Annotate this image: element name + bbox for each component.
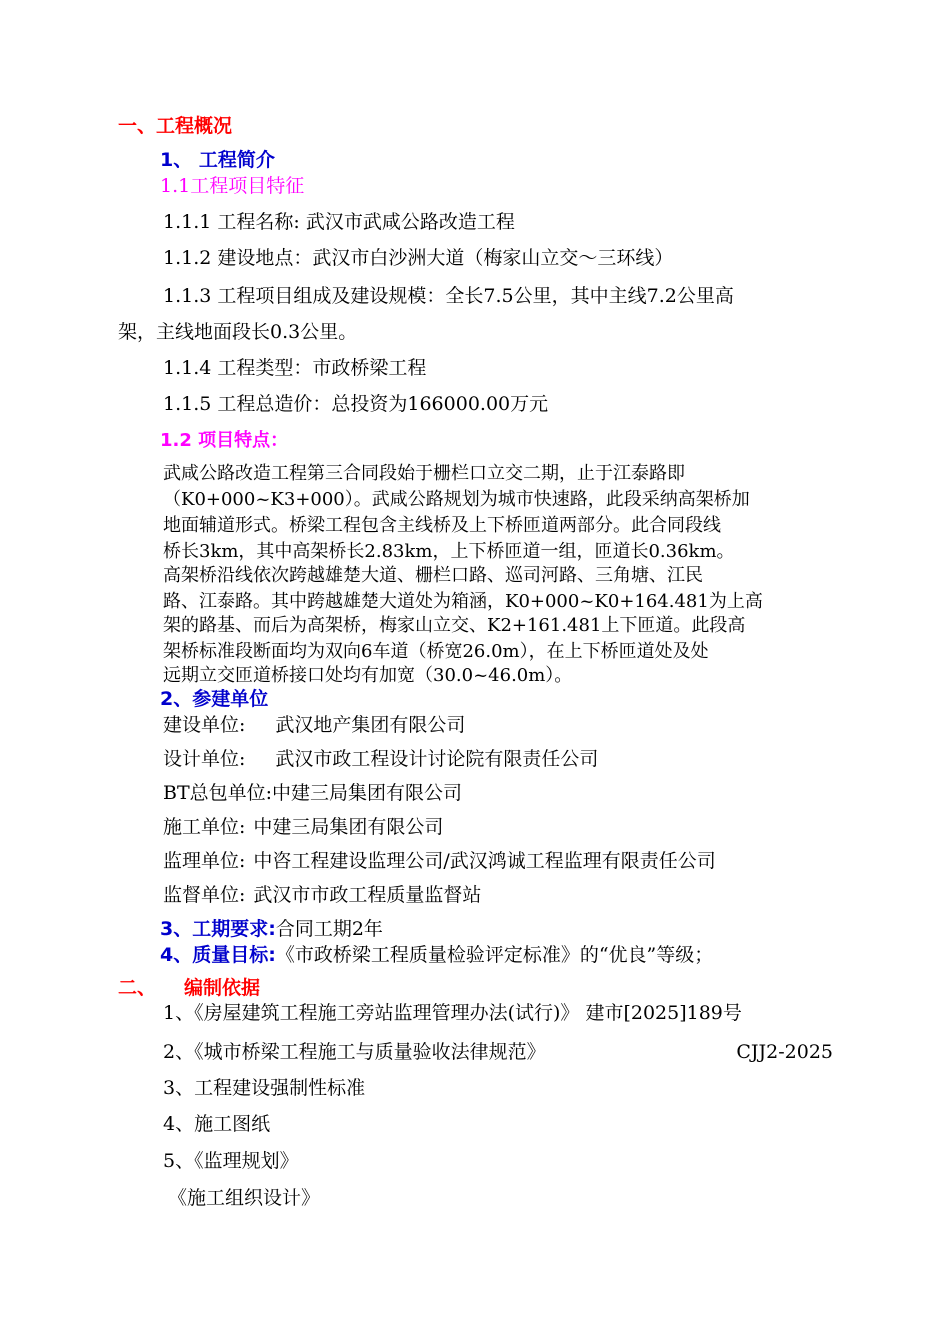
- unit-label: 设计单位:: [163, 748, 246, 770]
- item-1-1-5: 1.1.5 工程总造价：总投资为166000.00万元: [163, 393, 549, 415]
- basis-item-code: CJJ2-2025: [736, 1041, 833, 1063]
- quality-value: 《市政桥梁工程质量检验评定标准》的“优良”等级；: [275, 944, 714, 966]
- unit-row-supervisor: [163, 848, 716, 874]
- feature-line-5: 高架桥沿线依次跨越雄楚大道、栅栏口路、巡司河路、三角塘、江民: [163, 565, 703, 586]
- feature-line-6: 路、江泰路。其中跨越雄楚大道处为箱涵，K0+000~K0+164.481为上高: [163, 591, 763, 612]
- unit-value: 中建三局集团有限公司: [253, 816, 444, 838]
- section-2-title: 编制依据: [184, 977, 261, 999]
- basis-item-3: 3、工程建设强制性标准: [163, 1077, 366, 1099]
- unit-row-owner: [163, 712, 465, 738]
- unit-label: 建设单位:: [163, 714, 246, 736]
- section-1-title: 一、工程概况: [118, 115, 233, 137]
- feature-line-2: （K0+000~K3+000）。武咸公路规划为城市快速路，此段采纳高架桥加: [163, 489, 750, 510]
- quality-title: 4、质量目标:: [160, 944, 276, 966]
- item-1-1-3: 1.1.3 工程项目组成及建设规模：全长7.5公里，其中主线7.2公里高: [163, 285, 734, 307]
- basis-item-6: 《施工组织设计》: [168, 1187, 321, 1209]
- basis-item-text: 2、《城市桥梁工程施工与质量验收法律规范》: [163, 1041, 546, 1063]
- feature-line-7: 架的路基、而后为高架桥，梅家山立交、K2+161.481上下匝道。此段高: [163, 615, 746, 636]
- unit-value: 武汉市政工程设计讨论院有限责任公司: [275, 748, 599, 770]
- feature-line-1: 武咸公路改造工程第三合同段始于栅栏口立交二期，止于江泰路即: [163, 463, 685, 484]
- feature-line-3: 地面辅道形式。桥梁工程包含主线桥及上下桥匝道两部分。此合同段线: [163, 515, 721, 536]
- item-1-1-4: 1.1.4 工程类型：市政桥梁工程: [163, 357, 427, 379]
- quality-row: [160, 942, 713, 968]
- unit-value: 武汉市市政工程质量监督站: [253, 884, 482, 906]
- unit-row-designer: [163, 746, 598, 772]
- subsection-2-title: 2、参建单位: [160, 688, 269, 710]
- feature-line-4: 桥长3km，其中高架桥长2.83km，上下桥匝道一组，匝道长0.36km。: [163, 541, 735, 562]
- schedule-row: [160, 916, 383, 942]
- unit-value: 武汉地产集团有限公司: [275, 714, 466, 736]
- basis-item-1: 1、《房屋建筑工程施工旁站监理管理办法(试行)》 建市[2025]189号: [163, 1002, 742, 1024]
- unit-row-regulator: [163, 882, 481, 908]
- unit-label: 施工单位:: [163, 816, 246, 838]
- unit-row-bt: [163, 780, 462, 806]
- section-2-num: 二、: [118, 977, 157, 999]
- feature-line-9: 远期立交匝道桥接口处均有加宽（30.0~46.0m）。: [163, 665, 573, 686]
- subsection-1-2-title: 1.2 项目特点：: [160, 430, 289, 451]
- unit-label: BT总包单位:: [163, 782, 273, 804]
- basis-item-5: 5、《监理规划》: [163, 1150, 299, 1172]
- basis-item-2: [163, 1039, 833, 1065]
- subsection-1-1-title: 1.1工程项目特征: [160, 175, 305, 197]
- section-2-heading: [118, 975, 260, 1001]
- subsection-1-title: 1、 工程简介: [160, 149, 275, 171]
- item-1-1-3-cont: 架，主线地面段长0.3公里。: [118, 321, 358, 343]
- item-1-1-1: 1.1.1 工程名称: 武汉市武咸公路改造工程: [163, 211, 515, 233]
- unit-row-contractor: [163, 814, 443, 840]
- unit-label: 监理单位:: [163, 850, 246, 872]
- item-1-1-2: 1.1.2 建设地点：武汉市白沙洲大道（梅家山立交～三环线）: [163, 247, 674, 269]
- feature-line-8: 架桥标准段断面均为双向6车道（桥宽26.0m），在上下桥匝道处及处: [163, 641, 709, 662]
- unit-label: 监督单位:: [163, 884, 246, 906]
- basis-item-4: 4、施工图纸: [163, 1113, 271, 1135]
- unit-value: 中建三局集团有限公司: [272, 782, 463, 804]
- schedule-title: 3、工期要求:: [160, 918, 276, 940]
- unit-value: 中咨工程建设监理公司/武汉鸿诚工程监理有限责任公司: [253, 850, 716, 872]
- schedule-value: 合同工期2年: [275, 918, 383, 940]
